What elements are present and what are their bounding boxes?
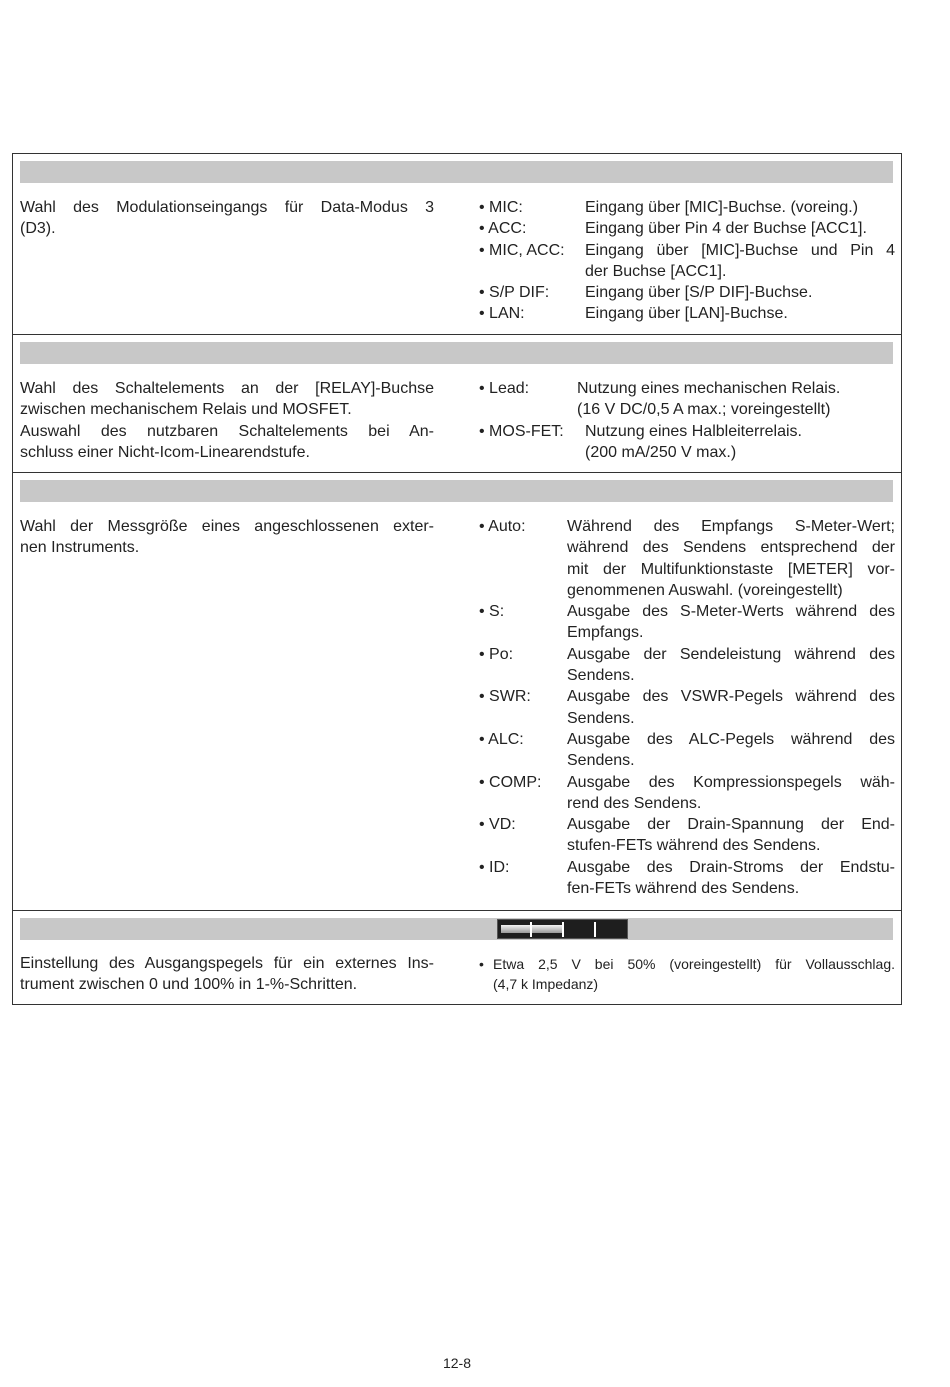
- option-key: • LAN:: [479, 305, 525, 323]
- option-value-line: Ausgabe des S-Meter-Werts während des: [567, 603, 895, 621]
- option-key: • MIC, ACC:: [479, 241, 565, 259]
- setting-description: [20, 953, 434, 996]
- option-item: [479, 378, 895, 421]
- option-item: [479, 218, 895, 239]
- option-value: [493, 954, 895, 994]
- option-key: • ALC:: [479, 730, 524, 748]
- option-value-line: Sendens.: [567, 667, 635, 685]
- option-list: [479, 197, 895, 325]
- option-value-line: Eingang über [LAN]-Buchse.: [585, 305, 788, 323]
- option-value-line: Ausgabe der Sendeleistung während des: [567, 645, 895, 663]
- option-value: [567, 686, 895, 729]
- option-key: •: [479, 956, 484, 972]
- description-line: Wahl der Messgröße eines angeschlossenen exter-: [20, 518, 434, 535]
- option-item: [479, 954, 895, 994]
- setting-header-bar: [20, 161, 893, 183]
- option-key: • ID:: [479, 858, 510, 876]
- option-item: [479, 197, 895, 218]
- level-meter: [497, 919, 628, 939]
- setting-header-bar: [20, 342, 893, 364]
- page-number: 12-8: [442, 1355, 472, 1371]
- description-line: schluss einer Nicht-Icom-Linearendstufe.: [20, 443, 310, 461]
- option-value: [567, 814, 895, 857]
- option-value-line: Eingang über [MIC]-Buchse. (voreing.): [585, 199, 859, 216]
- option-value-line: Sendens.: [567, 709, 635, 727]
- option-value-line: Sendens.: [567, 752, 635, 770]
- setting-description: [20, 516, 434, 559]
- option-value: [567, 644, 895, 687]
- option-value-line: während des Sendens entsprechend der: [567, 539, 895, 557]
- option-key: • COMP:: [479, 773, 542, 791]
- option-key: • S:: [479, 603, 505, 621]
- option-item: [479, 601, 895, 644]
- option-value: [567, 516, 895, 601]
- option-key: • ACC:: [479, 220, 527, 238]
- option-value: [567, 857, 895, 900]
- option-value-line: (4,7 k Impedanz): [493, 976, 599, 992]
- row-divider: [13, 472, 901, 473]
- setting-description: [20, 378, 434, 463]
- option-value: [567, 601, 895, 644]
- option-value: [567, 729, 895, 772]
- option-item: [479, 686, 895, 729]
- option-item: [479, 240, 895, 283]
- option-value: [567, 772, 895, 815]
- description-line: Wahl des Modulationseingangs für Data-Modus 3: [20, 199, 434, 216]
- option-key: • S/P DIF:: [479, 284, 550, 302]
- option-list: [479, 954, 895, 994]
- option-value-line: Eingang über Pin 4 der Buchse [ACC1].: [585, 220, 867, 238]
- description-line: Auswahl des nutzbaren Schaltelements bei An-: [20, 422, 434, 440]
- description-line: Einstellung des Ausgangspegels für ein externes Ins-: [20, 955, 434, 972]
- option-value-line: (16 V DC/0,5 A max.; voreingestellt): [577, 401, 831, 419]
- option-value-line: Etwa 2,5 V bei 50% (voreingestellt) für Vollausschlag.: [493, 956, 895, 972]
- option-value-line: der Buchse [ACC1].: [585, 262, 727, 280]
- option-value: [585, 197, 895, 218]
- option-value: [585, 218, 895, 239]
- option-value: [585, 240, 895, 283]
- option-value-line: Ausgabe des VSWR-Pegels während des: [567, 688, 895, 706]
- option-list: [479, 516, 895, 899]
- option-item: [479, 421, 895, 464]
- option-item: [479, 729, 895, 772]
- level-meter-fill: [501, 925, 563, 933]
- option-value: [585, 282, 895, 303]
- option-value-line: Während des Empfangs S-Meter-Wert;: [567, 518, 895, 535]
- setting-description: [20, 197, 434, 240]
- level-meter-tick: [594, 922, 596, 937]
- option-key: • Auto:: [479, 518, 526, 535]
- option-item: [479, 282, 895, 303]
- level-meter-tick: [530, 922, 532, 937]
- option-list: [479, 378, 895, 463]
- option-value-line: Eingang über [S/P DIF]-Buchse.: [585, 284, 813, 302]
- option-item: [479, 644, 895, 687]
- option-value-line: Nutzung eines mechanischen Relais.: [577, 380, 841, 397]
- option-value-line: Ausgabe des Kompressionspegels wäh-: [567, 773, 895, 791]
- option-value-line: genommenen Auswahl. (voreingestellt): [567, 581, 843, 599]
- option-value-line: stufen-FETs während des Sendens.: [567, 837, 821, 855]
- option-item: [479, 516, 895, 601]
- option-key: • VD:: [479, 816, 516, 834]
- level-meter-tick: [562, 922, 564, 937]
- option-value-line: Empfangs.: [567, 624, 644, 642]
- settings-table: [12, 153, 902, 1005]
- description-line: nen Instruments.: [20, 539, 140, 557]
- option-item: [479, 303, 895, 324]
- option-item: [479, 857, 895, 900]
- row-divider: [13, 334, 901, 335]
- option-key: • SWR:: [479, 688, 531, 706]
- option-value-line: (200 mA/250 V max.): [585, 443, 737, 461]
- option-value-line: rend des Sendens.: [567, 794, 702, 812]
- option-value-line: Eingang über [MIC]-Buchse und Pin 4: [585, 241, 895, 259]
- option-value-line: mit der Multifunktionstaste [METER] vor-: [567, 560, 895, 578]
- row-divider: [13, 910, 901, 911]
- option-item: [479, 772, 895, 815]
- setting-header-bar: [20, 480, 893, 502]
- option-key: • Po:: [479, 645, 514, 663]
- option-key: • MIC:: [479, 199, 523, 216]
- option-value-line: Ausgabe der Drain-Spannung der End-: [567, 816, 895, 834]
- description-line: (D3).: [20, 220, 56, 238]
- option-item: [479, 814, 895, 857]
- option-value: [577, 378, 895, 421]
- option-value-line: Ausgabe des Drain-Stroms der Endstu-: [567, 858, 895, 876]
- option-value-line: fen-FETs während des Sendens.: [567, 880, 800, 898]
- description-line: Wahl des Schaltelements an der [RELAY]-Buchse: [20, 380, 434, 397]
- setting-header-bar: [20, 918, 893, 940]
- option-value-line: Nutzung eines Halbleiterrelais.: [585, 422, 802, 440]
- option-value: [585, 421, 895, 464]
- option-value-line: Ausgabe des ALC-Pegels während des: [567, 730, 895, 748]
- option-key: • MOS-FET:: [479, 422, 564, 440]
- option-key: • Lead:: [479, 380, 530, 397]
- description-line: trument zwischen 0 und 100% in 1-%-Schritten.: [20, 976, 358, 994]
- option-value: [585, 303, 895, 324]
- description-line: zwischen mechanischem Relais und MOSFET.: [20, 401, 352, 419]
